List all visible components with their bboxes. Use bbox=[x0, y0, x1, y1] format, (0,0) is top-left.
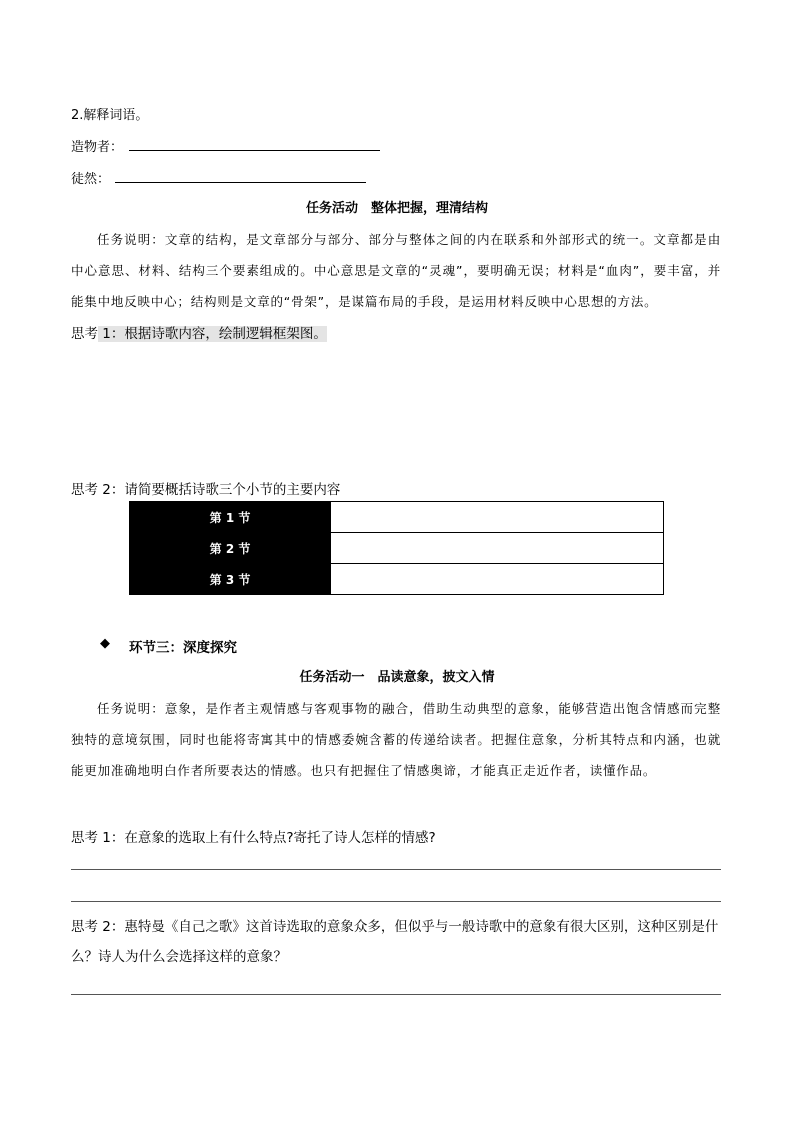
task-description: 任务说明：意象，是作者主观情感与客观事物的融合，借助生动典型的意象，能够营造出饱含情感而完整独特的意境氛围，同时也能将寄寓其中的情感委婉含蓄的传递给读者。把握住意象，分析其特点和内涵，也就能更加准确地明白作者所要表达的情感。也只有把握住了情感奥谛，才能真正走近作者，读懂作品。 bbox=[71, 701, 721, 778]
think-text: 惠特曼《自己之歌》这首诗选取的意象众多，但似乎与一般诗歌中的意象有很大区别，这种区别是什么？诗人为什么会选择这样的意象？ bbox=[71, 919, 719, 965]
think-prefix: 思考 bbox=[71, 326, 98, 342]
think-question bbox=[71, 912, 721, 972]
think-text: 在意象的选取上有什么特点?寄托了诗人怎样的情感? bbox=[124, 830, 436, 846]
think-prefix: 思考 1： bbox=[71, 830, 125, 846]
section-label: 第 1 节 bbox=[130, 502, 331, 533]
vocab-answer-line[interactable] bbox=[129, 150, 380, 151]
section-label: 第 2 节 bbox=[130, 533, 331, 564]
think-question bbox=[71, 826, 436, 846]
answer-line[interactable] bbox=[71, 994, 721, 995]
think-question bbox=[71, 478, 340, 498]
section-summary-table bbox=[129, 501, 664, 595]
answer-line[interactable] bbox=[71, 869, 721, 870]
think-question bbox=[71, 322, 327, 342]
table-row bbox=[130, 564, 664, 595]
vocab-answer-line[interactable] bbox=[115, 182, 366, 183]
vocab-item-label: 徒然： bbox=[71, 172, 111, 187]
section-answer-cell[interactable] bbox=[331, 502, 664, 533]
section-label: 第 3 节 bbox=[130, 564, 331, 595]
task-title: 任务活动一 品读意象，披文入情 bbox=[299, 670, 495, 685]
vocab-heading: 2.解释词语。 bbox=[71, 108, 149, 123]
answer-line[interactable] bbox=[71, 901, 721, 902]
diamond-bullet-icon: ◆ bbox=[100, 636, 110, 651]
section-answer-cell[interactable] bbox=[331, 564, 664, 595]
task-description: 任务说明：文章的结构，是文章部分与部分、部分与整体之间的内在联系和外部形式的统一。文章都是由中心意思、材料、结构三个要素组成的。中心意思是文章的“灵魂”，要明确无误；材料是“血肉”，要丰富，并能集中地反映中心；结构则是文章的“骨架”，是谋篇布局的手段，是运用材料反映中心思想的方法。 bbox=[71, 232, 721, 309]
think-text: 请简要概括诗歌三个小节的主要内容 bbox=[124, 482, 341, 498]
table-row bbox=[130, 533, 664, 564]
section-heading: 环节三：深度探究 bbox=[129, 640, 237, 656]
vocab-item-label: 造物者： bbox=[71, 140, 124, 155]
think-prefix: 思考 2： bbox=[71, 482, 125, 498]
table-row bbox=[130, 502, 664, 533]
think-prefix: 思考 2： bbox=[71, 919, 125, 935]
section-answer-cell[interactable] bbox=[331, 533, 664, 564]
task-title: 任务活动 整体把握，理清结构 bbox=[305, 201, 488, 216]
think-text: 1：根据诗歌内容，绘制逻辑框架图。 bbox=[98, 326, 327, 342]
